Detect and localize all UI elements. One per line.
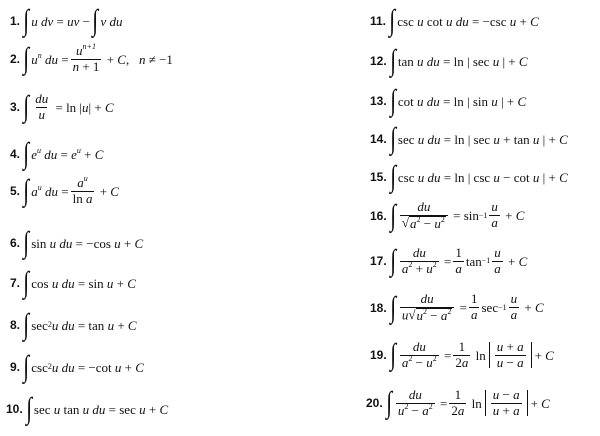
formula-6: 6. ∫ sin u du = −cos u + C bbox=[10, 226, 144, 259]
formula-number: 15. bbox=[370, 170, 387, 184]
formula-number: 19. bbox=[370, 348, 387, 363]
fraction: $\frac{1}{a}$ bbox=[455, 245, 462, 276]
fraction: $\frac{du}{a^2 + u^2}$ bbox=[401, 245, 437, 276]
formula-12: 12. ∫ tan u du = ln | sec u | + C bbox=[370, 44, 528, 77]
fraction: $\frac{du}{a^2 - u^2}$ bbox=[401, 339, 437, 370]
fraction: $\frac{u}{a}$ bbox=[491, 199, 498, 231]
fraction: $\frac{du}{u^2 - a^2}$ bbox=[397, 387, 433, 418]
formula-17: 17. ∫ $\frac{du}{a^2 + u^2}$ = $\frac{1}{a}$ tan −1 $\frac{u}{a}$ + C bbox=[370, 244, 528, 278]
fraction: $\frac{1}{2a}$ bbox=[451, 387, 465, 418]
integral-icon: ∫ bbox=[92, 4, 99, 37]
abs-bar bbox=[485, 390, 486, 416]
fraction: $\frac{u - a}{u + a}$ bbox=[492, 387, 520, 418]
integral-icon: ∫ bbox=[23, 226, 30, 259]
abs-bar bbox=[527, 390, 528, 416]
formula-20: 20. ∫ $\frac{du}{u^2 - a^2}$ = $\frac{1}{2a}$ ln $\frac{u - a}{u + a}$ + C bbox=[366, 386, 550, 420]
formula-9: 9. ∫ csc 2 u du = −cot u + C bbox=[10, 350, 144, 383]
integral-icon: ∫ bbox=[389, 84, 396, 117]
formula-4: 4. ∫ $e^u$ du = $e^u$ + C bbox=[10, 137, 104, 170]
fraction: $\frac{1}{2a}$ bbox=[455, 339, 469, 370]
formula-number: 5. bbox=[10, 184, 21, 199]
fraction: du √ $a^2 - u^2$ bbox=[400, 200, 448, 231]
fraction: du u √ $u^2 - a^2$ bbox=[400, 292, 454, 323]
integral-icon: ∫ bbox=[23, 137, 30, 170]
formula-14: 14. ∫ sec u du = ln | sec u + tan u | + C bbox=[370, 122, 568, 155]
integral-icon: ∫ bbox=[23, 308, 30, 341]
fraction: $\frac{u + a}{u - a}$ bbox=[496, 339, 524, 370]
formula-18: 18. ∫ du u √ $u^2 - a^2$ = $\frac{1}{a}$ sec −1 $\frac{u}{a}$ + C bbox=[370, 290, 544, 324]
integral-icon: ∫ bbox=[23, 90, 30, 124]
formula-number: 11. bbox=[370, 14, 387, 28]
integral-icon: ∫ bbox=[389, 160, 396, 193]
integral-icon: ∫ bbox=[25, 392, 32, 425]
fraction: $\frac{du}{u}$ bbox=[35, 91, 49, 122]
formula-2: 2. ∫ $u^n$ du = $\frac{u^{n+1}}{n + 1}$ + C , n ≠ −1 bbox=[10, 42, 173, 76]
abs-bar bbox=[531, 342, 532, 368]
integral-icon: ∫ bbox=[23, 174, 30, 208]
integral-icon: ∫ bbox=[389, 122, 396, 155]
formula-7: 7. ∫ cos u du = sin u + C bbox=[10, 266, 136, 299]
formula-16: 16. ∫ du √ $a^2 - u^2$ = sin −1 $\frac{u}{a}$ + C bbox=[370, 198, 525, 232]
formula-15: 15. ∫ csc u du = ln | csc u − cot u | + C bbox=[370, 160, 568, 193]
formula-number: 3. bbox=[10, 100, 21, 115]
integral-icon: ∫ bbox=[385, 386, 392, 420]
formula-number: 9. bbox=[10, 360, 21, 374]
formula-number: 1. bbox=[10, 14, 21, 28]
fraction: $\frac{a^u}{\text{ln a}}$ bbox=[72, 174, 93, 206]
formula-number: 17. bbox=[370, 254, 387, 269]
integral-icon: ∫ bbox=[389, 338, 396, 372]
integral-icon: ∫ bbox=[389, 4, 396, 37]
formula-number: 10. bbox=[6, 402, 23, 416]
formula-19: 19. ∫ $\frac{du}{a^2 - u^2}$ = $\frac{1}{2a}$ ln $\frac{u + a}{u - a}$ + C bbox=[370, 338, 554, 372]
formula-8: 8. ∫ sec 2 u du = tan u + C bbox=[10, 308, 137, 341]
formula-number: 20. bbox=[366, 396, 383, 411]
formula-number: 2. bbox=[10, 52, 21, 67]
integral-icon: ∫ bbox=[389, 290, 396, 324]
formula-number: 13. bbox=[370, 94, 387, 108]
integral-icon: ∫ bbox=[23, 4, 30, 37]
formula-13: 13. ∫ cot u du = ln | sin u | + C bbox=[370, 84, 527, 117]
integral-icon: ∫ bbox=[23, 350, 30, 383]
fraction: $\frac{1}{a}$ bbox=[470, 291, 478, 323]
formula-1: 1. ∫ u dv = uv − ∫ v du bbox=[10, 4, 123, 37]
fraction: $\frac{u^{n+1}}{n + 1}$ bbox=[72, 42, 100, 74]
integral-icon: ∫ bbox=[23, 42, 30, 76]
integral-icon: ∫ bbox=[23, 266, 30, 299]
formula-number: 8. bbox=[10, 318, 21, 332]
formula-number: 6. bbox=[10, 236, 21, 250]
integral-icon: ∫ bbox=[389, 244, 396, 278]
formula-number: 12. bbox=[370, 54, 387, 68]
integral-icon: ∫ bbox=[389, 198, 396, 232]
fraction: $\frac{u}{a}$ bbox=[510, 291, 518, 323]
formula-5: 5. ∫ $a^u$ du = $\frac{a^u}{\text{ln a}}$ + C bbox=[10, 174, 119, 208]
formula-number: 4. bbox=[10, 147, 21, 161]
integral-icon: ∫ bbox=[389, 44, 396, 77]
formula-3: 3. ∫ $\frac{du}{u}$ = ln | u | + C bbox=[10, 90, 114, 124]
formula-number: 7. bbox=[10, 276, 21, 290]
abs-bar bbox=[489, 342, 490, 368]
formula-11: 11. ∫ csc u cot u du = −csc u + C bbox=[370, 4, 539, 37]
formula-number: 14. bbox=[370, 132, 387, 146]
formula-number: 16. bbox=[370, 208, 387, 223]
formula-number: 18. bbox=[370, 300, 387, 315]
formula-10: 10. ∫ sec u tan u du = sec u + C bbox=[6, 392, 169, 425]
fraction: $\frac{u}{a}$ bbox=[494, 245, 501, 276]
